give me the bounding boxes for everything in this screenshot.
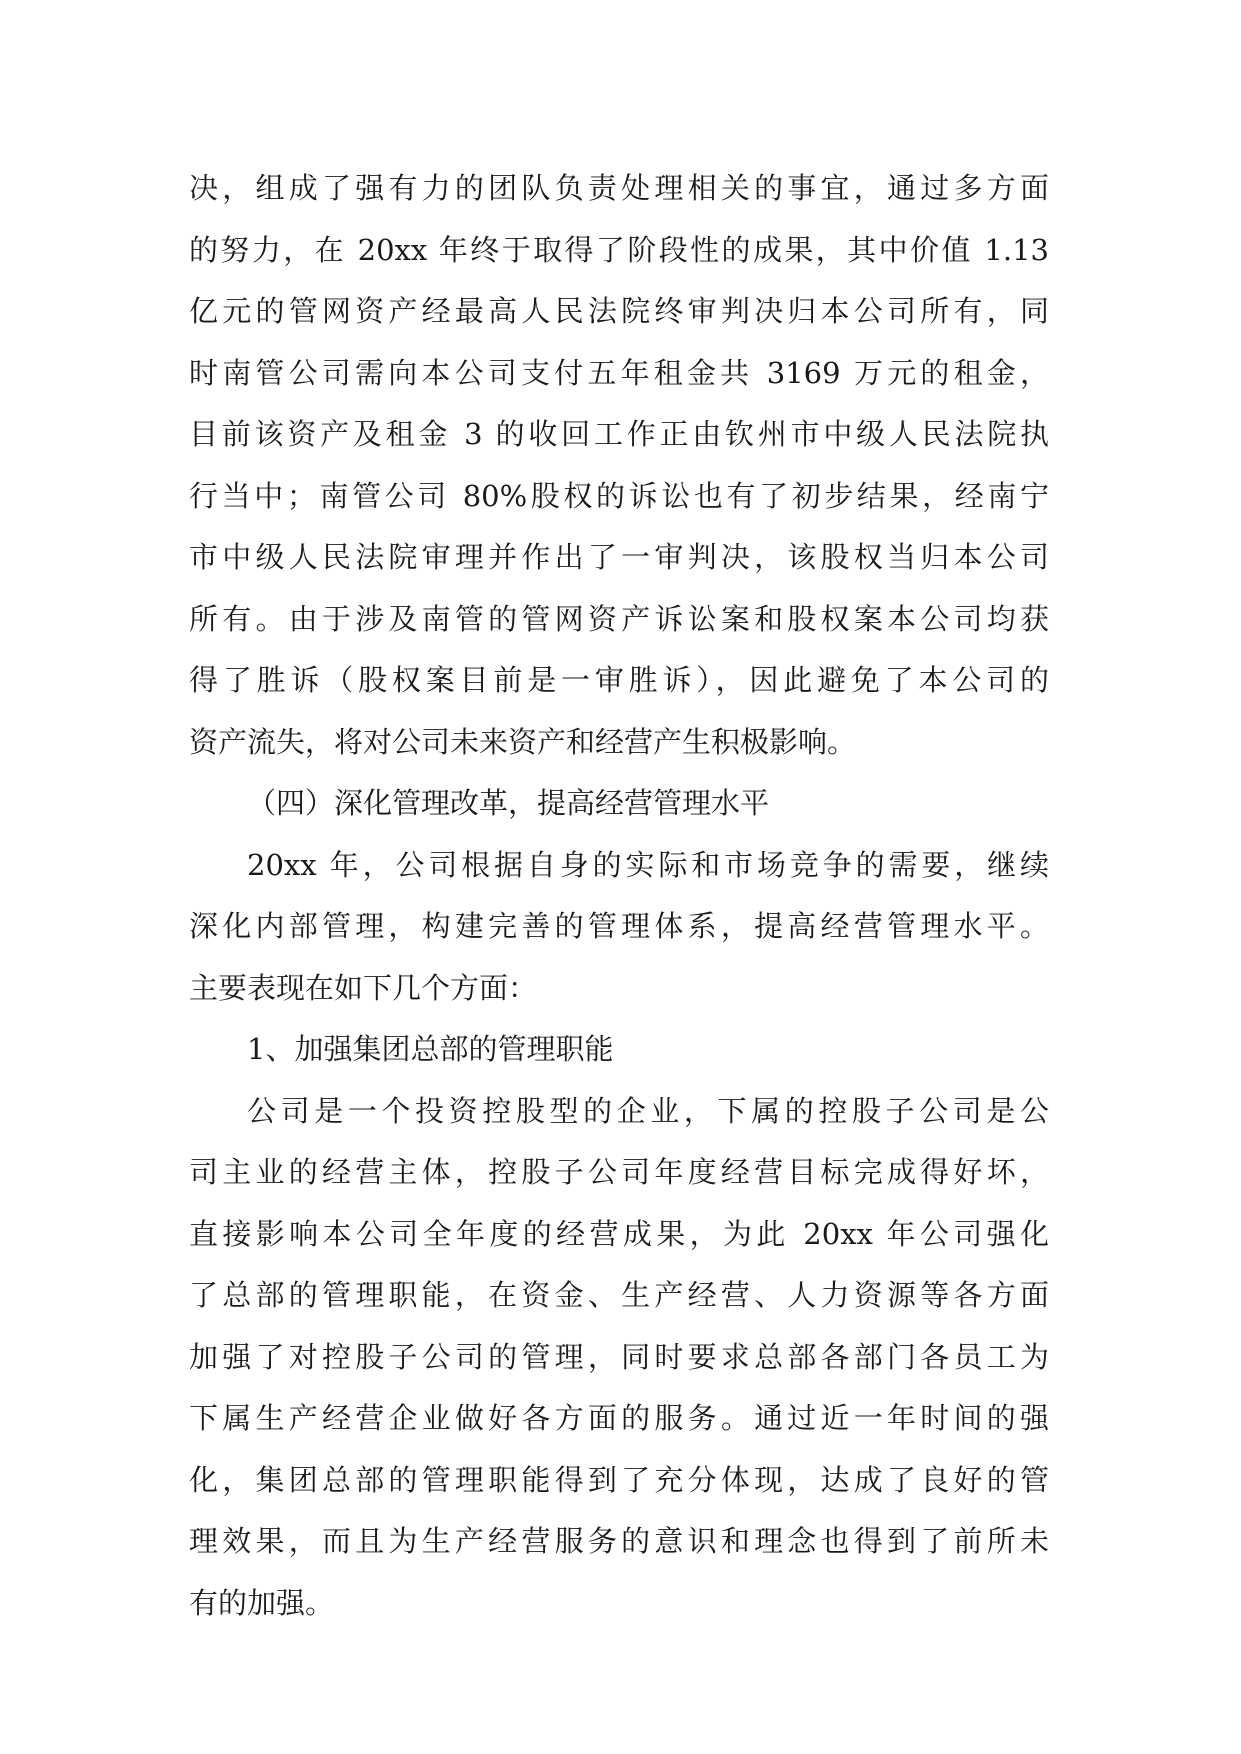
text-line: 市中级人民法院审理并作出了一审判决，该股权当归本公司 (189, 540, 1049, 574)
text-line: 下属生产经营企业做好各方面的服务。通过近一年时间的强 (189, 1401, 1049, 1435)
text-line: 司主业的经营主体，控股子公司年度经营目标完成得好坏， (189, 1155, 1049, 1189)
text-line: 的努力，在 20xx 年终于取得了阶段性的成果，其中价值 1.13 (189, 232, 1049, 267)
text-line: 公司是一个投资控股型的企业，下属的控股子公司是公 (247, 1093, 1049, 1128)
subsection-heading: 1、加强集团总部的管理职能 (247, 1032, 614, 1066)
text-line: 有的加强。 (189, 1585, 335, 1620)
text-line: 目前该资产及租金 3 的收回工作正由钦州市中级人民法院执 (189, 417, 1049, 451)
text-line: 亿元的管网资产经最高人民法院终审判决归本公司所有，同 (189, 294, 1049, 328)
text-line: 资产流失，将对公司未来资产和经营产生积极影响。 (189, 724, 857, 759)
text-line: 时南管公司需向本公司支付五年租金共 3169 万元的租金， (189, 355, 1049, 390)
text-line: 行当中；南管公司 80%股权的诉讼也有了初步结果，经南宁 (189, 478, 1049, 513)
text-line: 深化内部管理，构建完善的管理体系，提高经营管理水平。 (189, 909, 1049, 943)
text-line: 得了胜诉（股权案目前是一审胜诉），因此避免了本公司的 (189, 663, 1049, 697)
text-line: 20xx 年，公司根据自身的实际和市场竞争的需要，继续 (247, 847, 1049, 882)
text-line: 加强了对控股子公司的管理，同时要求总部各部门各员工为 (189, 1339, 1049, 1374)
text-line: 主要表现在如下几个方面： (189, 970, 538, 1005)
text-line: 直接影响本公司全年度的经营成果，为此 20xx 年公司强化 (189, 1216, 1049, 1251)
text-line: 决，组成了强有力的团队负责处理相关的事宜，通过多方面 (189, 171, 1049, 205)
section-heading: （四）深化管理改革，提高经营管理水平 (247, 786, 770, 820)
text-line: 了总部的管理职能，在资金、生产经营、人力资源等各方面 (189, 1278, 1049, 1312)
text-line: 所有。由于涉及南管的管网资产诉讼案和股权案本公司均获 (189, 601, 1049, 636)
text-line: 理效果，而且为生产经营服务的意识和理念也得到了前所未 (189, 1524, 1049, 1558)
text-line: 化，集团总部的管理职能得到了充分体现，达成了良好的管 (189, 1462, 1049, 1497)
body-text (189, 158, 1049, 1634)
